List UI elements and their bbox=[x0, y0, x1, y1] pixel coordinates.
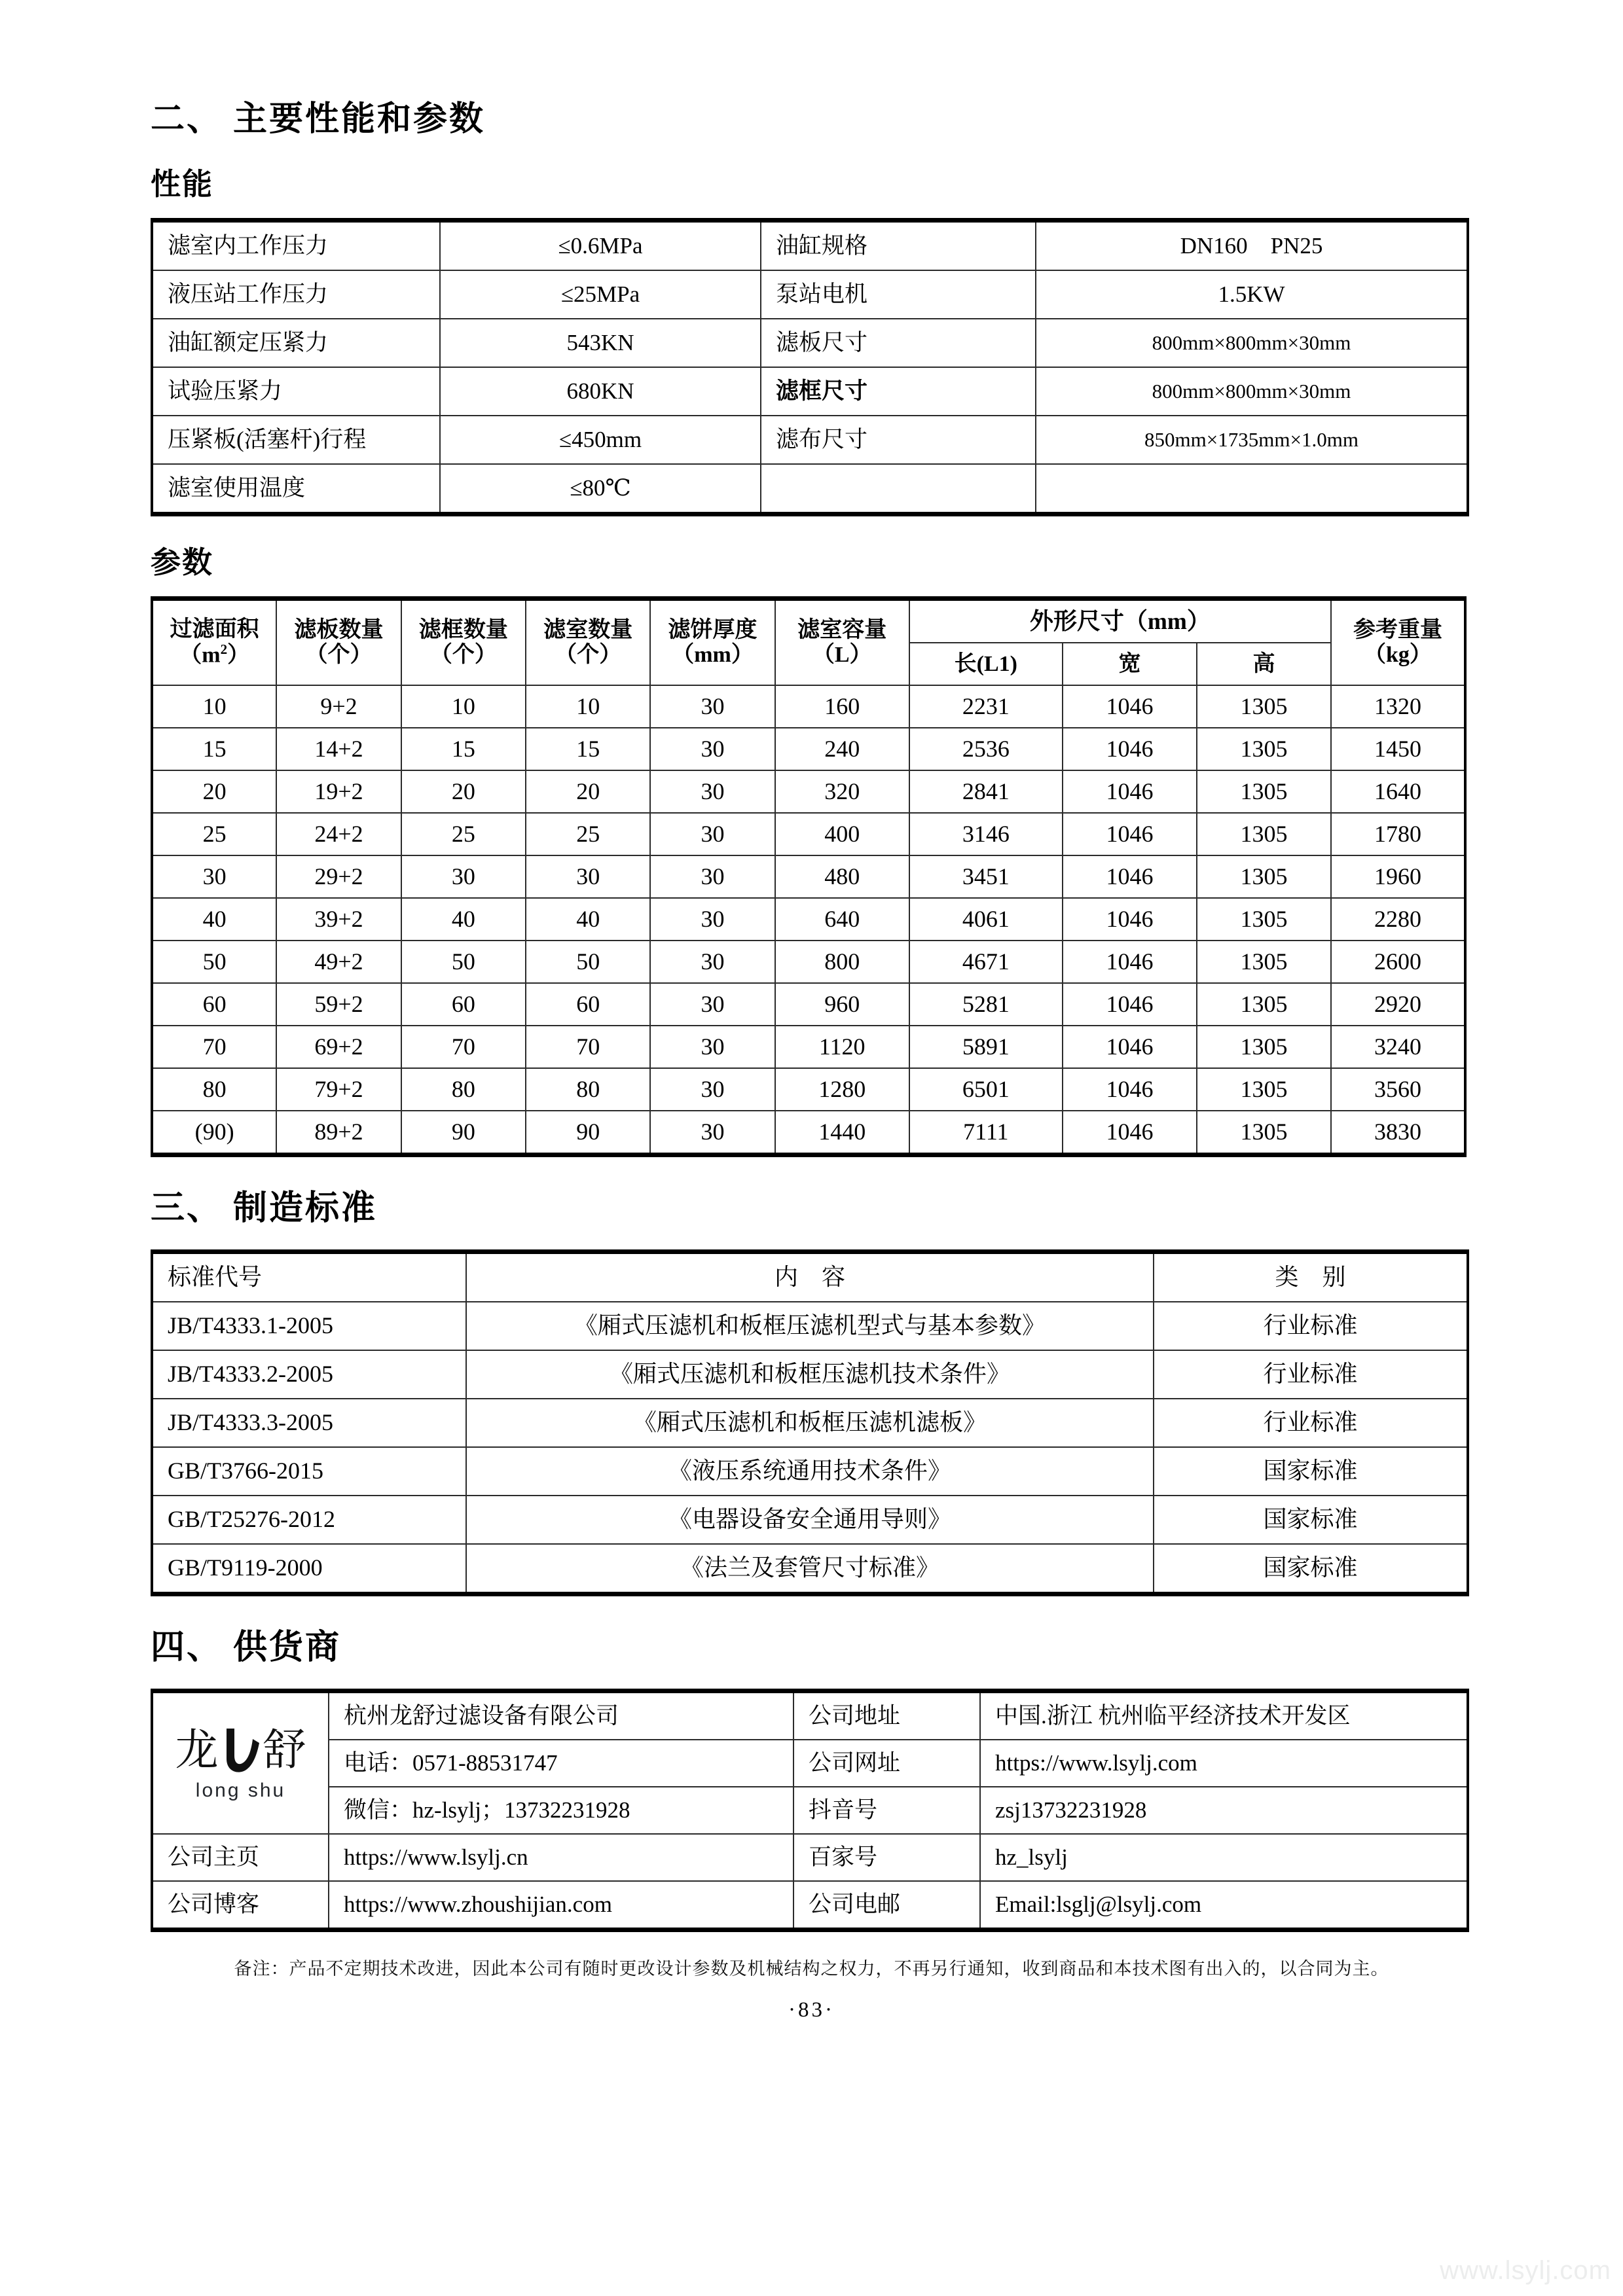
cell-weight: 2280 bbox=[1331, 898, 1465, 941]
col-header-name: 滤板数量 bbox=[294, 617, 384, 642]
cell-cake_thickness: 30 bbox=[650, 898, 775, 941]
cell-frame_count: 30 bbox=[401, 855, 526, 898]
cell-length: 3146 bbox=[909, 813, 1063, 855]
cell-weight: 2920 bbox=[1331, 983, 1465, 1026]
cell-plate_count: 89+2 bbox=[276, 1111, 401, 1155]
col-header-name: 滤饼厚度 bbox=[668, 617, 757, 642]
supplier-table bbox=[151, 1689, 1469, 1932]
table-row bbox=[152, 1111, 1465, 1155]
cell-weight: 3560 bbox=[1331, 1068, 1465, 1111]
cell-frame_count: 25 bbox=[401, 813, 526, 855]
table-row bbox=[152, 1834, 1468, 1881]
table-row bbox=[152, 416, 1468, 464]
col-header-unit: （个） bbox=[305, 643, 373, 667]
cell-plate_count: 14+2 bbox=[276, 728, 401, 770]
table-row bbox=[152, 728, 1465, 770]
page-number: ·83· bbox=[788, 1998, 835, 2022]
cell-chamber_volume: 960 bbox=[775, 983, 909, 1026]
cell-chamber_volume: 800 bbox=[775, 941, 909, 983]
col-header-name: 滤框数量 bbox=[418, 617, 508, 642]
cell-chamber_count: 60 bbox=[526, 983, 650, 1026]
cell-height: 1305 bbox=[1197, 728, 1331, 770]
cell-length: 6501 bbox=[909, 1068, 1063, 1111]
cell-frame_count: 20 bbox=[401, 770, 526, 813]
cell-width: 1046 bbox=[1063, 1068, 1197, 1111]
col-header-unit: （kg） bbox=[1364, 643, 1432, 667]
cell-length: 4061 bbox=[909, 898, 1063, 941]
value-company-website[interactable]: https://www.lsylj.com bbox=[980, 1740, 1468, 1787]
cell-chamber_count: 20 bbox=[526, 770, 650, 813]
cell-weight: 1450 bbox=[1331, 728, 1465, 770]
perf-value-right: 1.5KW bbox=[1036, 270, 1468, 319]
table-row bbox=[152, 221, 1468, 271]
cell-standard-code: JB/T4333.3-2005 bbox=[152, 1399, 466, 1447]
footer-remark: 备注：产品不定期技术改进，因此本公司有随时更改设计参数及机械结构之权力，不再另行通知，收到商品和本技术图有出入的，以合同为主。 bbox=[234, 1959, 1389, 1979]
label-company-address: 公司地址 bbox=[793, 1691, 980, 1740]
cell-chamber_count: 70 bbox=[526, 1026, 650, 1068]
table-row bbox=[152, 1302, 1468, 1350]
perf-label-right bbox=[761, 464, 1036, 514]
col-header-standard-code: 标准代号 bbox=[152, 1252, 466, 1302]
company-phone: 电话：0571-88531747 bbox=[329, 1740, 793, 1787]
col-header-weight bbox=[1331, 599, 1465, 686]
standards-body bbox=[152, 1302, 1468, 1594]
cell-chamber_volume: 1280 bbox=[775, 1068, 909, 1111]
value-douyin: zsj13732231928 bbox=[980, 1787, 1468, 1834]
col-header-plate-count bbox=[276, 599, 401, 686]
cell-standard-kind: 国家标准 bbox=[1154, 1496, 1468, 1544]
cell-weight: 3830 bbox=[1331, 1111, 1465, 1155]
table-row bbox=[152, 983, 1465, 1026]
perf-label-left: 滤室内工作压力 bbox=[152, 221, 440, 271]
table-row bbox=[152, 770, 1465, 813]
perf-label-left: 压紧板(活塞杆)行程 bbox=[152, 416, 440, 464]
cell-chamber_volume: 320 bbox=[775, 770, 909, 813]
col-header-unit: （个） bbox=[555, 643, 622, 667]
col-header-cake-thickness bbox=[650, 599, 775, 686]
cell-cake_thickness: 30 bbox=[650, 1111, 775, 1155]
cell-plate_count: 29+2 bbox=[276, 855, 401, 898]
table-row bbox=[152, 813, 1465, 855]
cell-plate_count: 9+2 bbox=[276, 685, 401, 728]
col-header-overall-dimensions: 外形尺寸（mm） bbox=[909, 599, 1331, 643]
cell-cake_thickness: 30 bbox=[650, 983, 775, 1026]
col-header-name: 滤室容量 bbox=[797, 617, 887, 642]
table-row bbox=[152, 319, 1468, 367]
cell-cake_thickness: 30 bbox=[650, 685, 775, 728]
perf-value-left: ≤80℃ bbox=[440, 464, 761, 514]
table-row bbox=[152, 367, 1468, 416]
cell-height: 1305 bbox=[1197, 983, 1331, 1026]
cell-height: 1305 bbox=[1197, 898, 1331, 941]
cell-weight: 1780 bbox=[1331, 813, 1465, 855]
col-header-name: 参考重量 bbox=[1353, 617, 1442, 642]
cell-cake_thickness: 30 bbox=[650, 728, 775, 770]
cell-chamber_volume: 1440 bbox=[775, 1111, 909, 1155]
cell-length: 2231 bbox=[909, 685, 1063, 728]
subheading-parameters: 参数 bbox=[151, 546, 213, 579]
section-heading-standards: 三、 制造标准 bbox=[151, 1190, 378, 1227]
table-row bbox=[152, 941, 1465, 983]
cell-length: 3451 bbox=[909, 855, 1063, 898]
perf-label-right: 泵站电机 bbox=[761, 270, 1036, 319]
cell-frame_count: 60 bbox=[401, 983, 526, 1026]
cell-chamber_volume: 400 bbox=[775, 813, 909, 855]
cell-weight: 1640 bbox=[1331, 770, 1465, 813]
company-logo bbox=[152, 1691, 329, 1835]
company-wechat: 微信：hz-lsylj；13732231928 bbox=[329, 1787, 793, 1834]
cell-standard-kind: 国家标准 bbox=[1154, 1447, 1468, 1496]
parameters-body bbox=[152, 685, 1465, 1155]
perf-label-left: 试验压紧力 bbox=[152, 367, 440, 416]
cell-width: 1046 bbox=[1063, 685, 1197, 728]
perf-label-right: 油缸规格 bbox=[761, 221, 1036, 271]
perf-label-left: 液压站工作压力 bbox=[152, 270, 440, 319]
cell-width: 1046 bbox=[1063, 983, 1197, 1026]
cell-width: 1046 bbox=[1063, 770, 1197, 813]
cell-standard-code: GB/T25276-2012 bbox=[152, 1496, 466, 1544]
col-header-name: 过滤面积 bbox=[170, 617, 259, 642]
label-baijia: 百家号 bbox=[793, 1834, 980, 1881]
logo-hanzi-shu: 舒 bbox=[263, 1725, 306, 1775]
cell-frame_count: 40 bbox=[401, 898, 526, 941]
table-row bbox=[152, 1787, 1468, 1834]
section-heading-performance: 二、 主要性能和参数 bbox=[151, 101, 486, 138]
logo-pinyin: long shu bbox=[195, 1780, 286, 1801]
cell-chamber_count: 15 bbox=[526, 728, 650, 770]
company-name: 杭州龙舒过滤设备有限公司 bbox=[329, 1691, 793, 1740]
col-header-chamber-count bbox=[526, 599, 650, 686]
perf-value-left: ≤0.6MPa bbox=[440, 221, 761, 271]
cell-plate_count: 49+2 bbox=[276, 941, 401, 983]
cell-width: 1046 bbox=[1063, 898, 1197, 941]
cell-filter_area: 70 bbox=[152, 1026, 276, 1068]
cell-height: 1305 bbox=[1197, 770, 1331, 813]
col-header-length: 长(L1) bbox=[909, 643, 1063, 685]
table-row bbox=[152, 464, 1468, 514]
perf-value-left: 680KN bbox=[440, 367, 761, 416]
cell-standard-kind: 国家标准 bbox=[1154, 1544, 1468, 1594]
cell-chamber_volume: 160 bbox=[775, 685, 909, 728]
perf-label-right: 滤板尺寸 bbox=[761, 319, 1036, 367]
cell-height: 1305 bbox=[1197, 855, 1331, 898]
cell-standard-content: 《液压系统通用技术条件》 bbox=[466, 1447, 1154, 1496]
perf-value-right: 850mm×1735mm×1.0mm bbox=[1036, 416, 1468, 464]
cell-standard-content: 《电器设备安全通用导则》 bbox=[466, 1496, 1154, 1544]
cell-cake_thickness: 30 bbox=[650, 813, 775, 855]
cell-chamber_count: 50 bbox=[526, 941, 650, 983]
cell-plate_count: 59+2 bbox=[276, 983, 401, 1026]
value-blog[interactable]: https://www.zhoushijian.com bbox=[329, 1881, 793, 1930]
cell-filter_area: 20 bbox=[152, 770, 276, 813]
col-header-unit: （个） bbox=[429, 643, 497, 667]
cell-standard-code: GB/T3766-2015 bbox=[152, 1447, 466, 1496]
cell-cake_thickness: 30 bbox=[650, 770, 775, 813]
cell-plate_count: 24+2 bbox=[276, 813, 401, 855]
table-row bbox=[152, 685, 1465, 728]
cell-height: 1305 bbox=[1197, 941, 1331, 983]
cell-cake_thickness: 30 bbox=[650, 1068, 775, 1111]
cell-length: 7111 bbox=[909, 1111, 1063, 1155]
value-email[interactable]: Email:lsglj@lsylj.com bbox=[980, 1881, 1468, 1930]
cell-length: 4671 bbox=[909, 941, 1063, 983]
cell-standard-code: GB/T9119-2000 bbox=[152, 1544, 466, 1594]
parameters-table bbox=[151, 596, 1467, 1157]
perf-value-right: 800mm×800mm×30mm bbox=[1036, 319, 1468, 367]
perf-value-left: ≤25MPa bbox=[440, 270, 761, 319]
perf-value-left: ≤450mm bbox=[440, 416, 761, 464]
cell-chamber_count: 25 bbox=[526, 813, 650, 855]
table-row bbox=[152, 1740, 1468, 1787]
label-blog: 公司博客 bbox=[152, 1881, 329, 1930]
cell-filter_area: 15 bbox=[152, 728, 276, 770]
logo-swoosh-icon bbox=[217, 1726, 264, 1774]
col-header-unit: （mm） bbox=[672, 643, 754, 667]
label-company-website: 公司网址 bbox=[793, 1740, 980, 1787]
cell-length: 5891 bbox=[909, 1026, 1063, 1068]
cell-standard-kind: 行业标准 bbox=[1154, 1302, 1468, 1350]
cell-plate_count: 19+2 bbox=[276, 770, 401, 813]
cell-chamber_count: 40 bbox=[526, 898, 650, 941]
cell-filter_area: 60 bbox=[152, 983, 276, 1026]
cell-weight: 3240 bbox=[1331, 1026, 1465, 1068]
cell-height: 1305 bbox=[1197, 813, 1331, 855]
perf-label-left: 油缸额定压紧力 bbox=[152, 319, 440, 367]
standards-table bbox=[151, 1249, 1469, 1596]
cell-chamber_volume: 240 bbox=[775, 728, 909, 770]
cell-chamber_count: 90 bbox=[526, 1111, 650, 1155]
table-row bbox=[152, 1691, 1468, 1740]
col-header-unit: （L） bbox=[812, 643, 872, 667]
cell-filter_area: 80 bbox=[152, 1068, 276, 1111]
cell-width: 1046 bbox=[1063, 941, 1197, 983]
table-row bbox=[152, 898, 1465, 941]
cell-standard-kind: 行业标准 bbox=[1154, 1350, 1468, 1399]
cell-weight: 1960 bbox=[1331, 855, 1465, 898]
cell-filter_area: 30 bbox=[152, 855, 276, 898]
col-header-unit: $(m^2)$ bbox=[179, 641, 250, 668]
cell-frame_count: 90 bbox=[401, 1111, 526, 1155]
col-header-standard-kind: 类 别 bbox=[1154, 1252, 1468, 1302]
cell-width: 1046 bbox=[1063, 1026, 1197, 1068]
cell-plate_count: 39+2 bbox=[276, 898, 401, 941]
cell-standard-content: 《厢式压滤机和板框压滤机型式与基本参数》 bbox=[466, 1302, 1154, 1350]
cell-weight: 1320 bbox=[1331, 685, 1465, 728]
value-company-address: 中国.浙江 杭州临平经济技术开发区 bbox=[980, 1691, 1468, 1740]
table-row bbox=[152, 1068, 1465, 1111]
label-douyin: 抖音号 bbox=[793, 1787, 980, 1834]
cell-standard-code: JB/T4333.1-2005 bbox=[152, 1302, 466, 1350]
cell-height: 1305 bbox=[1197, 1111, 1331, 1155]
cell-standard-content: 《厢式压滤机和板框压滤机技术条件》 bbox=[466, 1350, 1154, 1399]
subheading-performance: 性能 bbox=[151, 168, 213, 201]
cell-cake_thickness: 30 bbox=[650, 941, 775, 983]
parameters-header-row bbox=[152, 599, 1465, 643]
cell-width: 1046 bbox=[1063, 728, 1197, 770]
cell-standard-content: 《法兰及套管尺寸标准》 bbox=[466, 1544, 1154, 1594]
cell-height: 1305 bbox=[1197, 1068, 1331, 1111]
cell-chamber_count: 10 bbox=[526, 685, 650, 728]
value-homepage[interactable]: https://www.lsylj.cn bbox=[329, 1834, 793, 1881]
col-header-chamber-volume bbox=[775, 599, 909, 686]
standards-header-row bbox=[152, 1252, 1468, 1302]
cell-filter_area: 50 bbox=[152, 941, 276, 983]
cell-frame_count: 80 bbox=[401, 1068, 526, 1111]
cell-cake_thickness: 30 bbox=[650, 1026, 775, 1068]
perf-value-right bbox=[1036, 464, 1468, 514]
cell-cake_thickness: 30 bbox=[650, 855, 775, 898]
cell-length: 2536 bbox=[909, 728, 1063, 770]
table-row bbox=[152, 1544, 1468, 1594]
cell-filter_area: (90) bbox=[152, 1111, 276, 1155]
cell-weight: 2600 bbox=[1331, 941, 1465, 983]
perf-label-right: 滤布尺寸 bbox=[761, 416, 1036, 464]
cell-frame_count: 10 bbox=[401, 685, 526, 728]
col-header-name: 滤室数量 bbox=[543, 617, 633, 642]
label-homepage: 公司主页 bbox=[152, 1834, 329, 1881]
cell-length: 2841 bbox=[909, 770, 1063, 813]
col-header-standard-content: 内 容 bbox=[466, 1252, 1154, 1302]
table-row bbox=[152, 270, 1468, 319]
cell-height: 1305 bbox=[1197, 685, 1331, 728]
col-header-height: 高 bbox=[1197, 643, 1331, 685]
cell-filter_area: 40 bbox=[152, 898, 276, 941]
cell-frame_count: 50 bbox=[401, 941, 526, 983]
cell-width: 1046 bbox=[1063, 855, 1197, 898]
table-row bbox=[152, 1496, 1468, 1544]
cell-filter_area: 25 bbox=[152, 813, 276, 855]
cell-plate_count: 69+2 bbox=[276, 1026, 401, 1068]
cell-length: 5281 bbox=[909, 983, 1063, 1026]
table-row bbox=[152, 1350, 1468, 1399]
cell-filter_area: 10 bbox=[152, 685, 276, 728]
cell-chamber_count: 30 bbox=[526, 855, 650, 898]
cell-chamber_volume: 640 bbox=[775, 898, 909, 941]
perf-value-right: 800mm×800mm×30mm bbox=[1036, 367, 1468, 416]
watermark: www.lsylj.com bbox=[1440, 2256, 1611, 2285]
cell-standard-content: 《厢式压滤机和板框压滤机滤板》 bbox=[466, 1399, 1154, 1447]
cell-width: 1046 bbox=[1063, 1111, 1197, 1155]
table-row bbox=[152, 1026, 1465, 1068]
table-row bbox=[152, 855, 1465, 898]
section-heading-supplier: 四、 供货商 bbox=[151, 1629, 342, 1666]
value-baijia: hz_lsylj bbox=[980, 1834, 1468, 1881]
col-header-filter-area bbox=[152, 599, 276, 686]
logo-hanzi-long: 龙 bbox=[175, 1725, 219, 1775]
perf-label-left: 滤室使用温度 bbox=[152, 464, 440, 514]
col-header-width: 宽 bbox=[1063, 643, 1197, 685]
cell-width: 1046 bbox=[1063, 813, 1197, 855]
perf-value-left: 543KN bbox=[440, 319, 761, 367]
cell-standard-kind: 行业标准 bbox=[1154, 1399, 1468, 1447]
cell-chamber_volume: 1120 bbox=[775, 1026, 909, 1068]
table-row bbox=[152, 1399, 1468, 1447]
table-row bbox=[152, 1881, 1468, 1930]
cell-chamber_count: 80 bbox=[526, 1068, 650, 1111]
table-row bbox=[152, 1447, 1468, 1496]
cell-height: 1305 bbox=[1197, 1026, 1331, 1068]
performance-table bbox=[151, 218, 1469, 516]
cell-plate_count: 79+2 bbox=[276, 1068, 401, 1111]
cell-frame_count: 15 bbox=[401, 728, 526, 770]
cell-frame_count: 70 bbox=[401, 1026, 526, 1068]
label-email: 公司电邮 bbox=[793, 1881, 980, 1930]
perf-label-right: 滤框尺寸 bbox=[761, 367, 1036, 416]
cell-standard-code: JB/T4333.2-2005 bbox=[152, 1350, 466, 1399]
perf-value-right: DN160 PN25 bbox=[1036, 221, 1468, 271]
cell-chamber_volume: 480 bbox=[775, 855, 909, 898]
col-header-frame-count bbox=[401, 599, 526, 686]
